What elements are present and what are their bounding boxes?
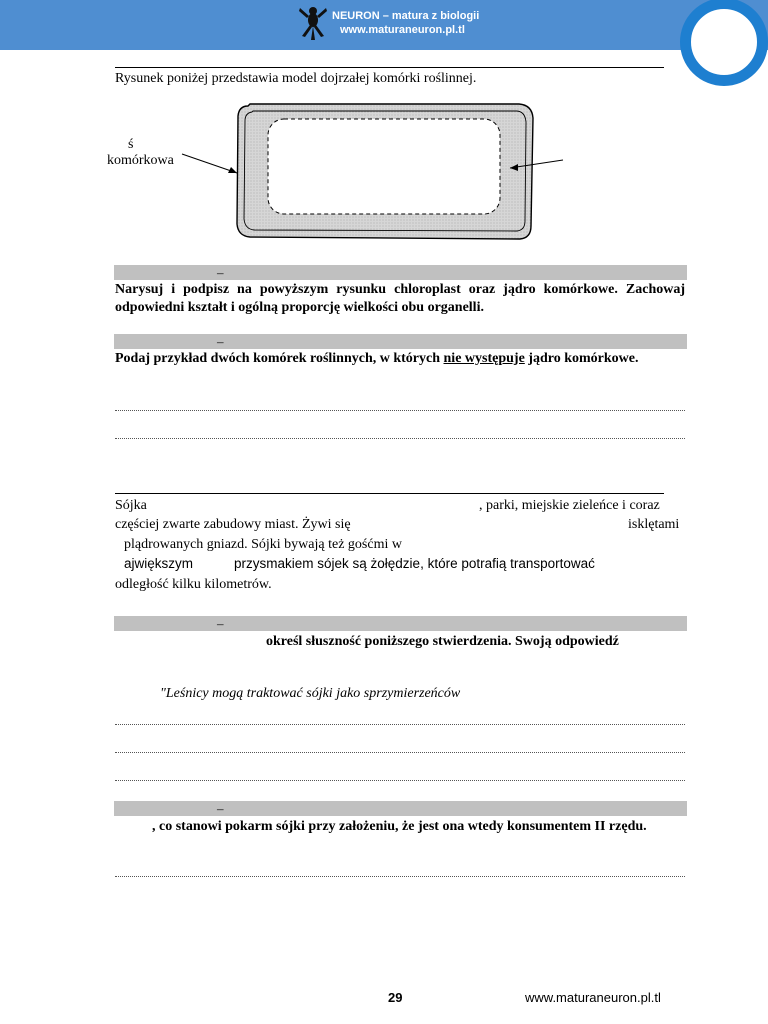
passage-line4a: ajwiększym: [124, 556, 194, 571]
answer-line[interactable]: [115, 876, 685, 877]
arrow-left: [182, 154, 237, 173]
brand-text: [332, 9, 479, 37]
task2-text-a: Podaj przykład dwóch komórek roślinnych, w których: [115, 351, 444, 366]
task2-header-bar: [114, 334, 687, 349]
page-header: [0, 0, 768, 50]
task4-header-bar: [114, 801, 687, 816]
brand-title: NEURON – matura z biologii: [332, 10, 480, 22]
answer-line[interactable]: [115, 410, 685, 411]
answer-line[interactable]: [115, 752, 685, 753]
frog-logo-icon: [296, 2, 330, 42]
passage-line4b: przysmakiem sójek są żołędzie, które potrafią transportować: [234, 556, 595, 571]
brand-url[interactable]: www.maturaneuron.pl.tl: [340, 24, 465, 36]
passage-line1b: , parki, miejskie zieleńce i coraz: [479, 498, 660, 513]
section-rule: [115, 67, 664, 68]
task3-dash: –: [217, 616, 224, 631]
passage-line2a: częściej zwarte zabudowy miast. Żywi się: [115, 517, 351, 532]
answer-line[interactable]: [115, 780, 685, 781]
task1-dash: –: [217, 265, 224, 280]
task2-text-b: jądro komórkowe.: [524, 351, 639, 366]
task2-instruction: [115, 350, 685, 368]
diagram-label-line1: ś: [128, 137, 134, 152]
task3-header-bar: [114, 616, 687, 631]
page-number: 29: [388, 990, 403, 1005]
task3-instruction: określ słuszność poniższego stwierdzenia. Swoją odpowiedź: [266, 634, 619, 649]
task2-dash: –: [217, 334, 224, 349]
footer-link[interactable]: www.maturaneuron.pl.tl: [525, 990, 661, 1005]
section-rule: [115, 493, 664, 494]
passage-line1a: Sójka: [115, 498, 147, 513]
ring-logo-icon: [680, 0, 768, 86]
task3-quote: "Leśnicy mogą traktować sójki jako sprzymierzeńców: [160, 686, 461, 701]
answer-line[interactable]: [115, 438, 685, 439]
passage-line5: odległość kilku kilometrów.: [115, 577, 272, 592]
task4-instruction: , co stanowi pokarm sójki przy założeniu, że jest ona wtedy konsumentem II rzędu.: [152, 819, 647, 834]
task4-dash: –: [217, 801, 224, 816]
passage-line2b: isklętami: [628, 517, 680, 532]
diagram-label-wall: komórkowa: [107, 153, 174, 168]
answer-line[interactable]: [115, 724, 685, 725]
task2-text-underlined: nie występuje: [443, 351, 525, 366]
task1-header-bar: [114, 265, 687, 280]
passage-line3: plądrowanych gniazd. Sójki bywają też gośćmi w: [124, 537, 402, 552]
intro-text: Rysunek poniżej przedstawia model dojrzałej komórki roślinnej.: [115, 71, 477, 86]
plant-cell-diagram: [100, 96, 580, 246]
cell-membrane: [268, 119, 500, 214]
task1-instruction: Narysuj i podpisz na powyższym rysunku chloroplast oraz jądro komórkowe. Zachowaj odpowiedni kształt i ogólną proporcję wielkości obu organelli.: [115, 282, 685, 315]
